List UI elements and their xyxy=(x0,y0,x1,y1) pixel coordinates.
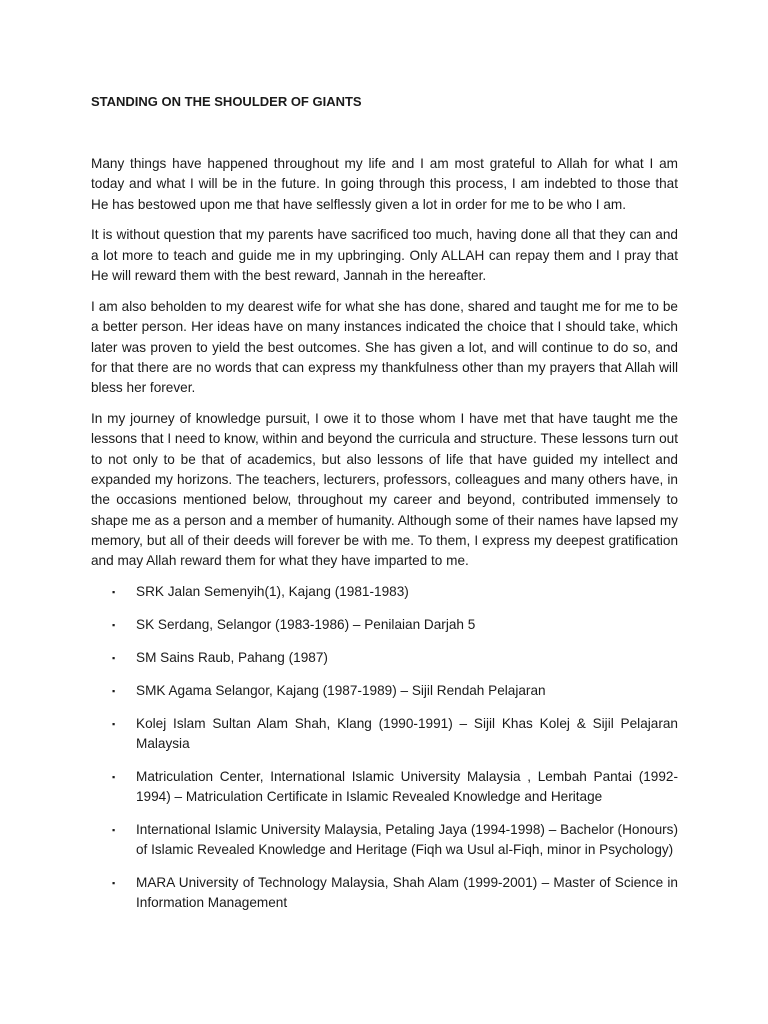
bullet-icon: ▪ xyxy=(112,877,116,888)
list-item-text: MARA University of Technology Malaysia, Shah Alam (1999-2001) – Master of Science in Information Management xyxy=(136,874,678,911)
paragraph-gratitude: Many things have happened throughout my life and I am most grateful to Allah for what I am today and what I will be in the future. In going through this process, I am indebted to those that He has bestowed upon me that have selflessly given a lot in order for me to be who I am. xyxy=(91,156,678,212)
list-item-text: SM Sains Raub, Pahang (1987) xyxy=(136,650,328,666)
bullet-icon: ▪ xyxy=(112,653,116,664)
bullet-icon: ▪ xyxy=(112,771,116,782)
list-item xyxy=(91,767,678,808)
list-item-text: International Islamic University Malaysia, Petaling Jaya (1994-1998) – Bachelor (Honours) of Islamic Revealed Knowledge and Heritage (Fiqh wa Usul al-Fiqh, minor in Psychology) xyxy=(136,821,678,858)
document-title: STANDING ON THE SHOULDER OF GIANTS xyxy=(91,94,362,109)
paragraph-wife: I am also beholden to my dearest wife for what she has done, shared and taught me for me to be a better person. Her ideas have on many instances indicated the choice that I should take, which later was proven to yield the best outcomes. She has given a lot, and will continue to do so, and for that there are no words that can express my thankfulness other than my prayers that Allah will bless her forever. xyxy=(91,298,678,396)
list-item-text: SRK Jalan Semenyih(1), Kajang (1981-1983) xyxy=(136,584,409,600)
bullet-icon: ▪ xyxy=(112,685,116,696)
list-item-text: Kolej Islam Sultan Alam Shah, Klang (1990-1991) – Sijil Khas Kolej & Sijil Pelajaran Malaysia xyxy=(136,715,678,751)
list-item xyxy=(91,582,678,602)
list-item xyxy=(91,681,678,701)
list-item xyxy=(91,648,678,668)
bullet-icon: ▪ xyxy=(112,620,116,631)
list-item-text: SK Serdang, Selangor (1983-1986) – Penilaian Darjah 5 xyxy=(136,617,476,633)
bullet-icon: ▪ xyxy=(112,718,116,729)
paragraph-teachers: In my journey of knowledge pursuit, I owe it to those whom I have met that have taught me the lessons that I need to know, within and beyond the curricula and structure. These lessons turn out to not only to be that of academics, but also lessons of life that have guided my intellect and expanded my horizons. The teachers, lecturers, professors, colleagues and many others have, in the occasions mentioned below, throughout my career and beyond, contributed immensely to shape me as a person and a member of humanity. Although some of their names have lapsed my memory, but all of their deeds will forever be with me. To them, I express my deepest gratification and may Allah reward them for what they have imparted to me. xyxy=(91,411,678,569)
list-item xyxy=(91,820,678,861)
list-item-text: SMK Agama Selangor, Kajang (1987-1989) – Sijil Rendah Pelajaran xyxy=(136,682,546,698)
list-item xyxy=(91,873,678,914)
bullet-icon: ▪ xyxy=(112,587,116,598)
education-list xyxy=(91,582,678,913)
list-item xyxy=(91,714,678,755)
list-item-text: Matriculation Center, International Islamic University Malaysia , Lembah Pantai (1992-1994) – Matriculation Certificate in Islamic Revealed Knowledge and Heritage xyxy=(136,768,678,804)
list-item xyxy=(91,615,678,635)
paragraph-parents: It is without question that my parents have sacrificed too much, having done all that they can and a lot more to teach and guide me in my upbringing. Only ALLAH can repay them and I pray that He will reward them with the best reward, Jannah in the hereafter. xyxy=(91,227,678,284)
bullet-icon: ▪ xyxy=(112,824,116,835)
